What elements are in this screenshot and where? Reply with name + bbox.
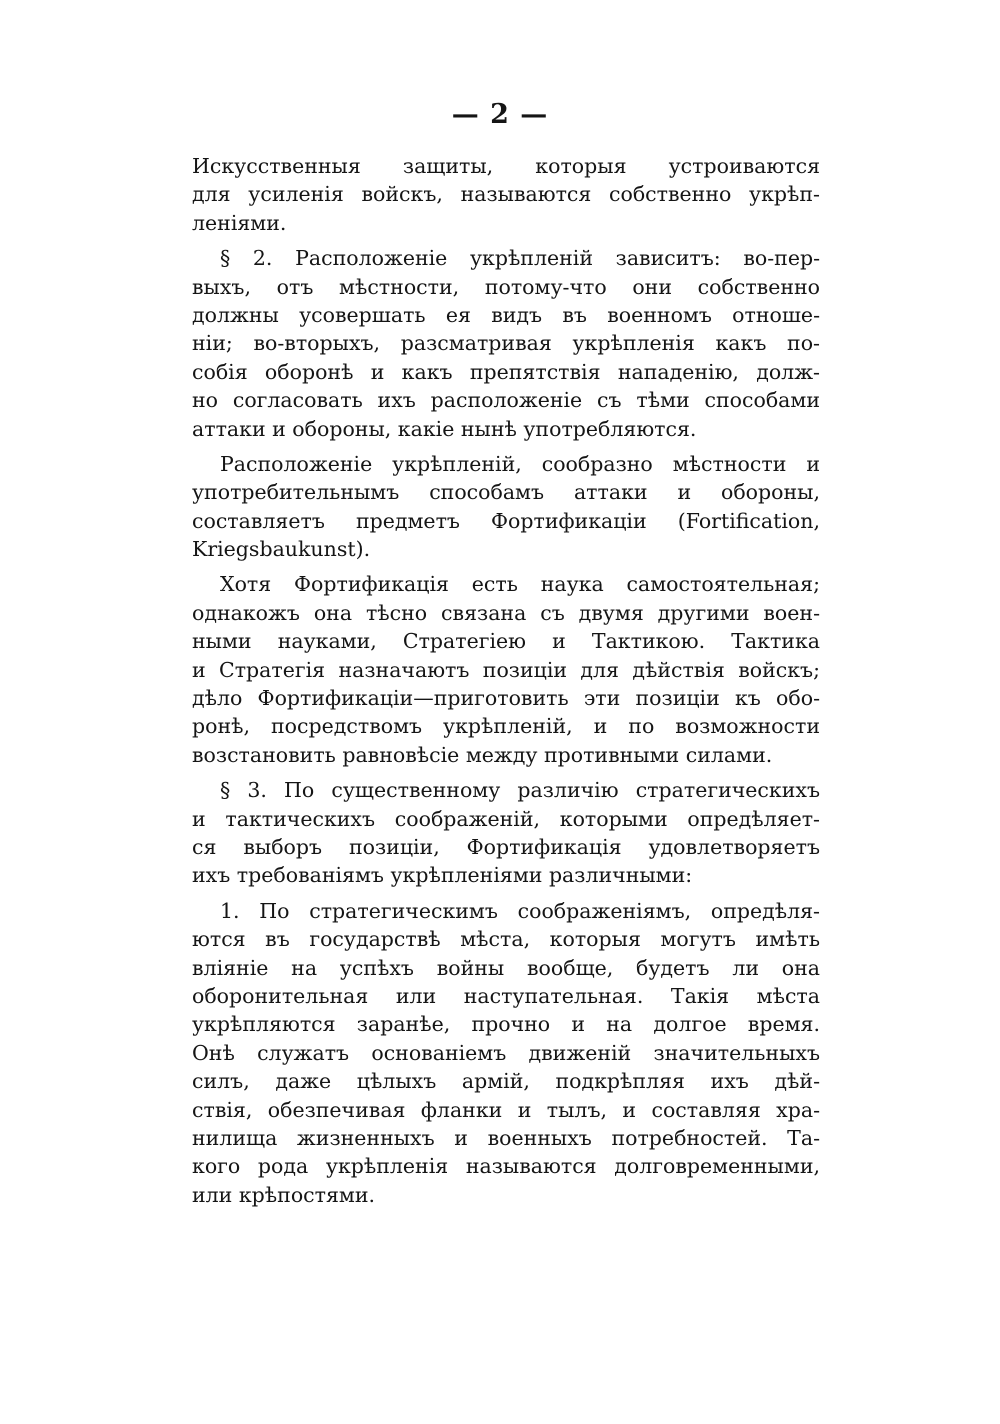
text-line: употребительнымъ способамъ аттаки и обороны, [192, 480, 820, 505]
paragraph-strategy-tactics [192, 570, 820, 769]
paragraph-strategic-considerations [192, 897, 820, 1209]
text-line: Хотя Фортификація есть наука самостоятельная; [220, 572, 820, 597]
text-line: кого рода укрѣпленія называются долговременными, [192, 1154, 820, 1179]
text-line: § 3. По существенному различію стратегическихъ [220, 778, 820, 803]
page-number: — 2 — [451, 99, 549, 130]
text-line: силъ, даже цѣлыхъ армій, подкрѣпляя ихъ дѣй- [192, 1069, 820, 1094]
body-text [192, 152, 820, 1209]
text-line: для усиленія войскъ, называются собственно укрѣп- [192, 182, 820, 207]
text-line: Искусственныя защиты, которыя устроиваются [192, 154, 820, 178]
text-line: возстановить равновѣсіе между противными силами. [192, 742, 773, 767]
text-line: должны усовершать ея видъ въ военномъ отноше- [192, 302, 820, 327]
text-line: составляетъ предметъ Фортификаціи (Fortification, [192, 508, 820, 533]
text-line: вліяніе на успѣхъ войны вообще, будетъ ли она [192, 955, 820, 980]
text-line: ронѣ, посредствомъ укрѣпленій, и по возможности [192, 714, 820, 739]
text-line: дѣло Фортификаціи—приготовить эти позиціи къ обо- [192, 686, 820, 711]
text-line: Kriegsbaukunst). [192, 537, 371, 562]
paragraph-section-3 [192, 776, 820, 890]
text-line: собія оборонѣ и какъ препятствія нападенію, долж- [192, 359, 820, 384]
paragraph-fortification-definition [192, 450, 820, 564]
text-line: нилища жизненныхъ и военныхъ потребностей. Та- [192, 1125, 820, 1150]
text-line: 1. По стратегическимъ соображеніямъ, опредѣля- [220, 898, 820, 923]
text-line: леніями. [192, 210, 287, 235]
text-line: и тактическихъ соображеній, которыми опредѣляет- [192, 806, 820, 831]
paragraph-artificial-defenses [192, 152, 820, 237]
text-line: и Стратегія назначаютъ позиціи для дѣйствія войскъ; [192, 657, 820, 682]
text-line: но согласовать ихъ расположеніе съ тѣми способами [192, 388, 820, 413]
text-line: § 2. Расположеніе укрѣпленій зависитъ: во-пер- [220, 246, 820, 271]
text-line: ными науками, Стратегіею и Тактикою. Тактика [192, 629, 820, 654]
text-line: ся выборъ позиціи, Фортификація удовлетворяетъ [192, 834, 820, 859]
text-line: ются въ государствѣ мѣста, которыя могутъ имѣть [192, 927, 820, 952]
text-line: Онѣ служатъ основаніемъ движеній значительныхъ [192, 1040, 820, 1065]
text-line: выхъ, отъ мѣстности, потому-что они собственно [192, 274, 820, 299]
text-line: аттаки и обороны, какіе нынѣ употребляются. [192, 416, 697, 441]
text-line: ихъ требованіямъ укрѣпленіями различными: [192, 863, 693, 888]
text-line: Расположеніе укрѣпленій, сообразно мѣстности и [220, 451, 820, 476]
text-line: или крѣпостями. [192, 1182, 376, 1207]
text-line: ніи; во-вторыхъ, разсматривая укрѣпленія какъ по- [192, 331, 820, 356]
text-line: ствія, обезпечивая фланки и тылъ, и составляя хра- [192, 1097, 820, 1122]
text-line: однакожъ она тѣсно связана съ двумя другими воен- [192, 600, 820, 625]
paragraph-section-2 [192, 244, 820, 443]
text-line: укрѣпляются заранѣе, прочно и на долгое время. [192, 1012, 820, 1037]
text-line: оборонительная или наступательная. Такія мѣста [192, 983, 820, 1008]
